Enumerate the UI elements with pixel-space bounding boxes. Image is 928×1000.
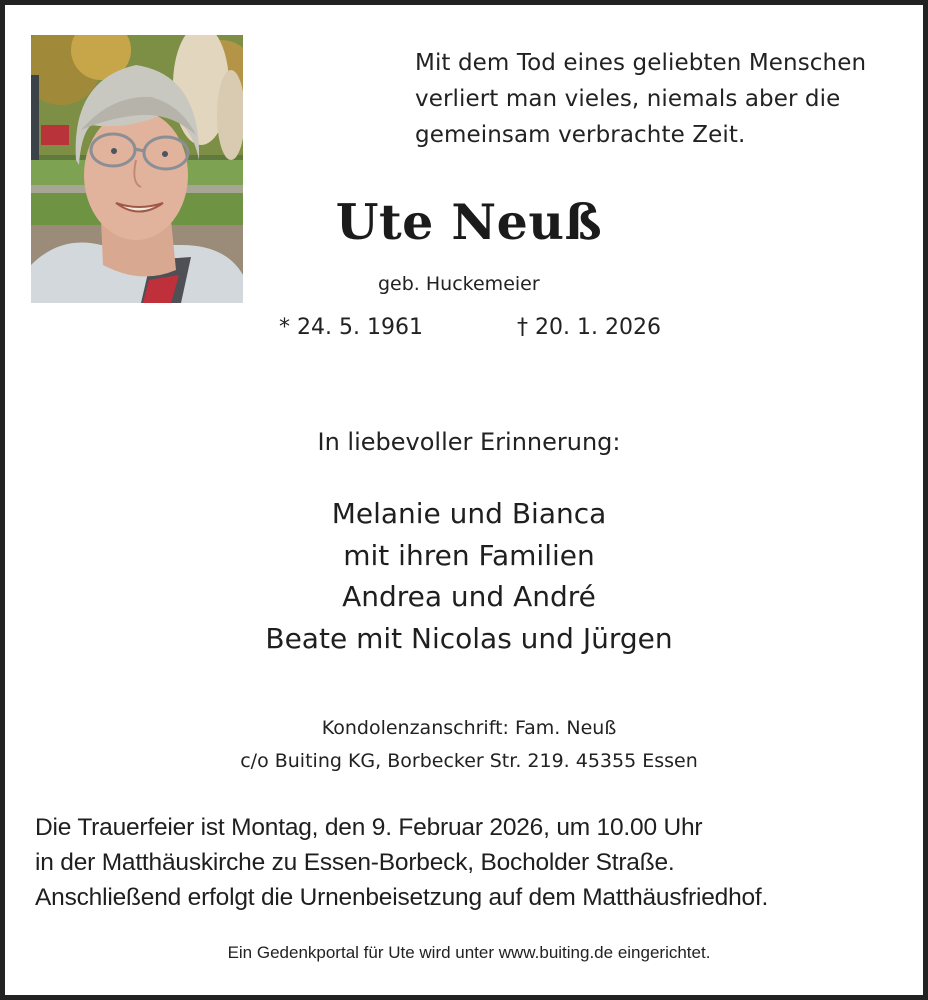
mourners-list	[5, 493, 928, 659]
condolence-address	[5, 712, 928, 778]
mourner-line: Andrea und André	[342, 580, 596, 613]
quote-line: Mit dem Tod eines geliebten Menschen	[415, 50, 867, 76]
service-line: Anschließend erfolgt die Urnenbeisetzung auf dem Matthäusfriedhof.	[35, 884, 769, 911]
remembrance-intro: In liebevoller Erinnerung:	[317, 428, 621, 456]
mourner-line: Beate mit Nicolas und Jürgen	[265, 621, 673, 655]
portrait-photo	[31, 35, 243, 303]
condolence-line: c/o Buiting KG, Borbecker Str. 219. 45355 Essen	[240, 750, 698, 772]
service-line: in der Matthäuskirche zu Essen-Borbeck, Bocholder Straße.	[35, 849, 675, 876]
condolence-line: Kondolenzanschrift: Fam. Neuß	[321, 717, 617, 739]
mourner-line: mit ihren Familien	[343, 538, 595, 572]
deceased-name-text: Ute Neuß	[335, 193, 603, 251]
death-date: † 20. 1. 2026	[517, 315, 661, 340]
memorial-portal-note: Ein Gedenkportal für Ute wird unter www.buiting.de eingerichtet.	[227, 943, 711, 962]
maiden-name: geb. Huckemeier	[378, 273, 540, 295]
birth-date: * 24. 5. 1961	[279, 315, 423, 340]
quote-line: gemeinsam verbrachte Zeit.	[415, 122, 746, 148]
quote-line: verliert man vieles, niemals aber die	[415, 86, 841, 112]
funeral-service-info	[35, 810, 768, 915]
deceased-name	[5, 193, 928, 251]
service-line: Die Trauerfeier ist Montag, den 9. Februar 2026, um 10.00 Uhr	[35, 814, 703, 841]
mourner-line: Melanie und Bianca	[331, 497, 607, 530]
memorial-quote	[415, 45, 866, 153]
